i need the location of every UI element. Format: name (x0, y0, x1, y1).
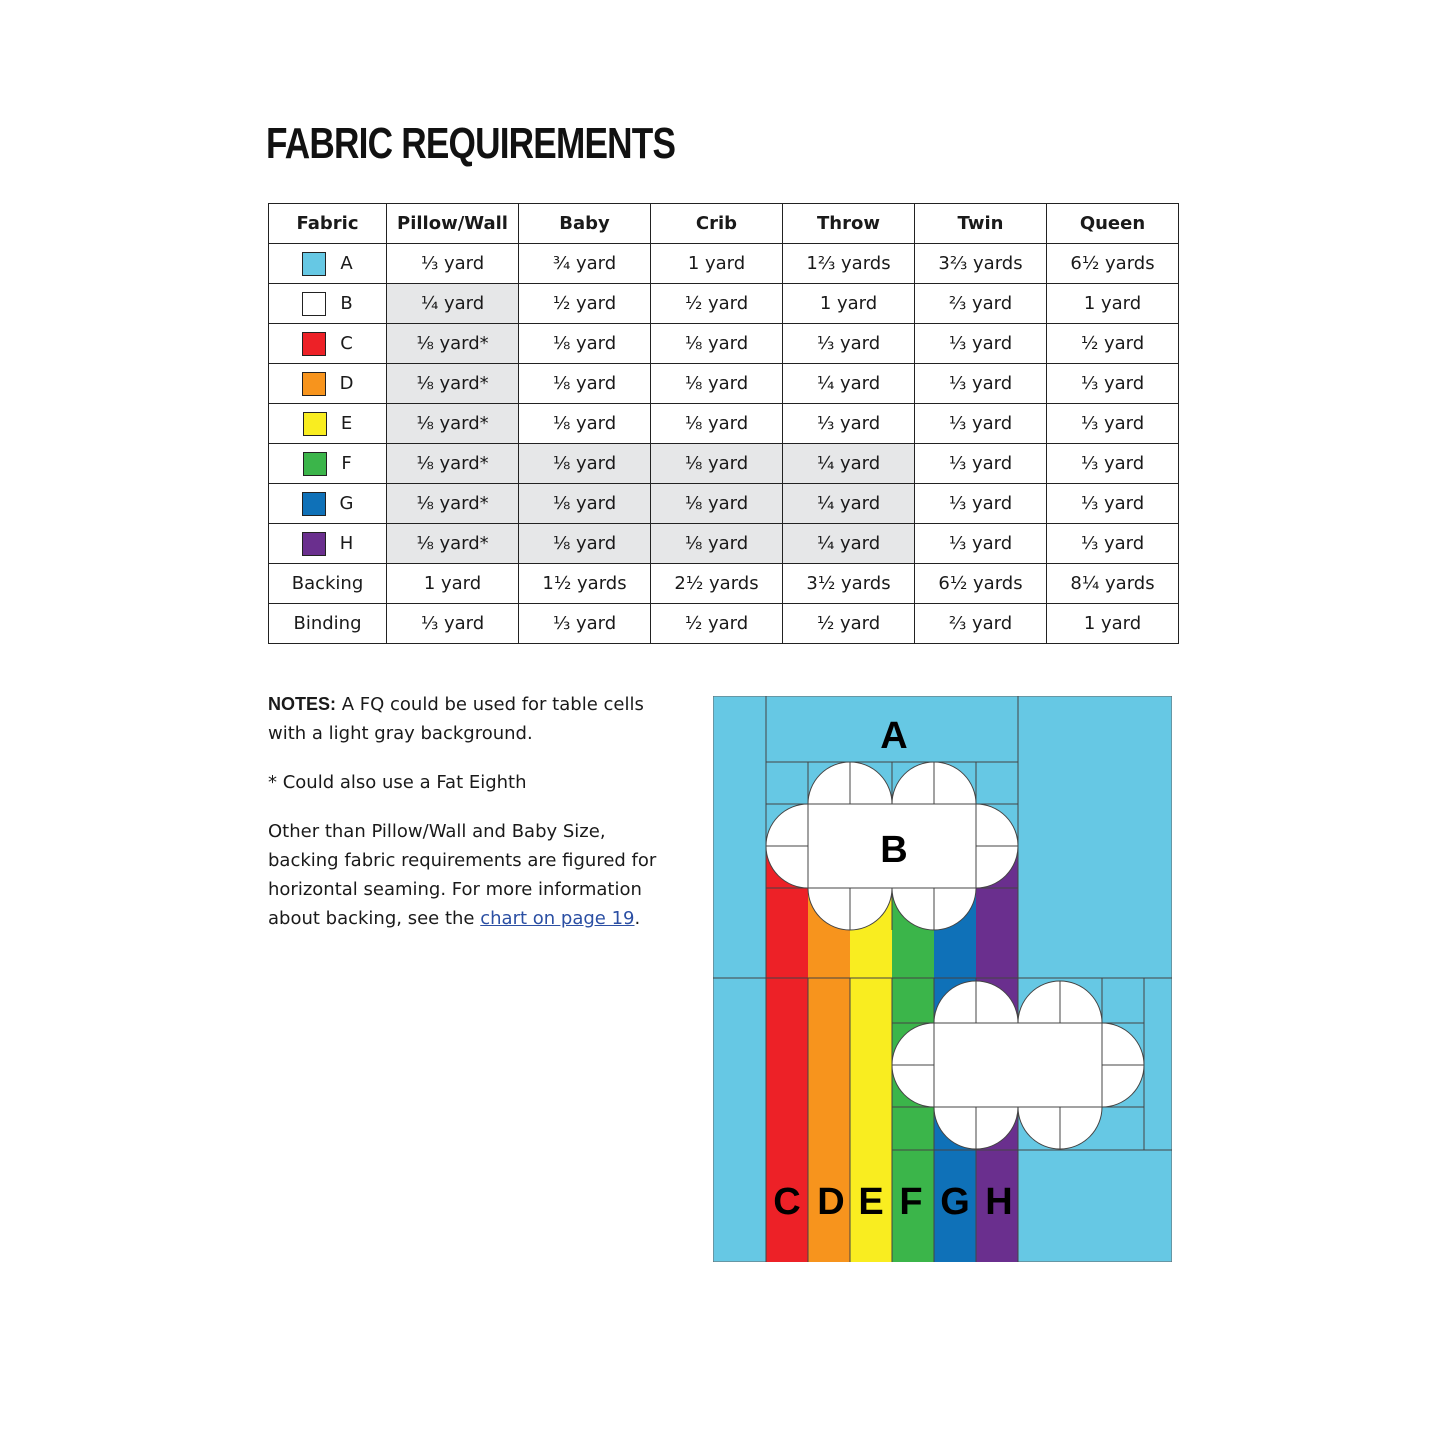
label-a: A (880, 715, 908, 757)
yardage-cell: ⅓ yard (915, 364, 1047, 404)
yardage-cell: ½ yard (1047, 324, 1179, 364)
label-e: E (858, 1181, 884, 1223)
yardage-cell: ⅓ yard (1047, 444, 1179, 484)
table-row (269, 404, 1179, 444)
fabric-swatch (302, 332, 326, 356)
column-header: Pillow/Wall (387, 204, 519, 244)
yardage-cell: ⅔ yard (915, 284, 1047, 324)
yardage-cell: ⅓ yard (1047, 524, 1179, 564)
yardage-cell: ⅛ yard (651, 364, 783, 404)
yardage-cell: ⅓ yard (783, 324, 915, 364)
column-header: Baby (519, 204, 651, 244)
yardage-cell: ⅛ yard (519, 484, 651, 524)
yardage-cell: ½ yard (651, 604, 783, 644)
table-row (269, 524, 1179, 564)
yardage-cell: 1½ yards (519, 564, 651, 604)
yardage-cell: 1 yard (1047, 284, 1179, 324)
notes-fat-eighth: * Could also use a Fat Eighth (268, 772, 527, 793)
fabric-cell (269, 444, 387, 484)
yardage-cell: ¼ yard (387, 284, 519, 324)
fabric-label: G (339, 493, 354, 514)
yardage-cell: ¼ yard (783, 484, 915, 524)
fabric-cell (269, 484, 387, 524)
yardage-cell: ⅓ yard (915, 324, 1047, 364)
yardage-cell: ⅛ yard (651, 404, 783, 444)
table-row (269, 244, 1179, 284)
yardage-cell: ⅛ yard (519, 324, 651, 364)
yardage-cell: ⅔ yard (915, 604, 1047, 644)
yardage-cell: 6½ yards (915, 564, 1047, 604)
column-header: Crib (651, 204, 783, 244)
label-f: F (899, 1181, 923, 1223)
table-header-row (269, 204, 1179, 244)
yardage-cell: ½ yard (651, 284, 783, 324)
yardage-cell: ⅓ yard (519, 604, 651, 644)
yardage-cell: ⅛ yard* (387, 484, 519, 524)
yardage-cell: 2½ yards (651, 564, 783, 604)
quilt-diagram (713, 696, 1172, 1262)
fabric-cell (269, 284, 387, 324)
table-body (269, 244, 1179, 644)
yardage-cell: ⅛ yard* (387, 364, 519, 404)
yardage-cell: ⅓ yard (387, 244, 519, 284)
yardage-cell: ⅛ yard (519, 404, 651, 444)
yardage-cell: ⅛ yard (651, 444, 783, 484)
table-row (269, 564, 1179, 604)
fabric-label: H (339, 533, 354, 554)
notes-backing-text: Other than Pillow/Wall and Baby Size, backing fabric requirements are figured for horizontal seaming. For more information about backing, see the (268, 821, 657, 929)
table-row (269, 484, 1179, 524)
notes-fq (268, 690, 668, 748)
yardage-cell: ⅛ yard (651, 484, 783, 524)
fabric-swatch (302, 492, 326, 516)
yardage-cell: 8¼ yards (1047, 564, 1179, 604)
label-c: C (773, 1181, 801, 1223)
yardage-cell: ⅛ yard (651, 524, 783, 564)
fabric-cell: Backing (269, 564, 387, 604)
fabric-label: D (339, 373, 354, 394)
notes-section (268, 690, 668, 953)
column-header: Twin (915, 204, 1047, 244)
yardage-cell: ⅛ yard (519, 444, 651, 484)
yardage-cell: ⅓ yard (915, 404, 1047, 444)
table-row (269, 364, 1179, 404)
yardage-cell: ⅛ yard* (387, 524, 519, 564)
fabric-swatch (303, 452, 327, 476)
yardage-cell: 6½ yards (1047, 244, 1179, 284)
yardage-cell: ⅓ yard (915, 524, 1047, 564)
label-b: B (880, 829, 908, 871)
yardage-cell: 1⅔ yards (783, 244, 915, 284)
notes-fq-text: A FQ could be used for table cells with a light gray background. (268, 694, 644, 744)
yardage-cell: ⅛ yard* (387, 404, 519, 444)
yardage-cell: ½ yard (519, 284, 651, 324)
yardage-cell: 1 yard (1047, 604, 1179, 644)
yardage-cell: ⅓ yard (1047, 484, 1179, 524)
fabric-label: C (340, 333, 353, 354)
yardage-cell: ⅓ yard (1047, 364, 1179, 404)
yardage-cell: ¾ yard (519, 244, 651, 284)
yardage-cell: ⅛ yard* (387, 324, 519, 364)
fabric-cell (269, 364, 387, 404)
label-h: H (985, 1181, 1013, 1223)
chart-page-link[interactable]: chart on page 19 (480, 908, 635, 929)
yardage-cell: 3½ yards (783, 564, 915, 604)
label-g: G (940, 1181, 970, 1223)
yardage-cell: ⅛ yard (519, 364, 651, 404)
fabric-cell (269, 244, 387, 284)
yardage-cell: ¼ yard (783, 524, 915, 564)
fabric-cell (269, 404, 387, 444)
page-title: FABRIC REQUIREMENTS (266, 119, 676, 168)
yardage-cell: ⅛ yard* (387, 444, 519, 484)
yardage-cell: 3⅔ yards (915, 244, 1047, 284)
fabric-label: F (341, 453, 352, 474)
fabric-swatch (302, 372, 326, 396)
yardage-cell: ¼ yard (783, 444, 915, 484)
yardage-cell: ⅓ yard (387, 604, 519, 644)
fabric-cell: Binding (269, 604, 387, 644)
yardage-cell: ⅛ yard (651, 324, 783, 364)
notes-backing (268, 817, 668, 933)
fabric-swatch (302, 252, 326, 276)
table-row (269, 324, 1179, 364)
fabric-cell (269, 524, 387, 564)
fabric-cell (269, 324, 387, 364)
yardage-cell: ⅓ yard (783, 404, 915, 444)
column-header: Fabric (269, 204, 387, 244)
table-row (269, 444, 1179, 484)
yardage-cell: 1 yard (387, 564, 519, 604)
fabric-label: B (340, 293, 353, 314)
notes-heading: NOTES: (268, 694, 337, 714)
yardage-cell: ⅓ yard (1047, 404, 1179, 444)
column-header: Queen (1047, 204, 1179, 244)
yardage-cell: ⅓ yard (915, 444, 1047, 484)
fabric-swatch (302, 532, 326, 556)
column-header: Throw (783, 204, 915, 244)
yardage-cell: 1 yard (651, 244, 783, 284)
yardage-cell: ⅛ yard (519, 524, 651, 564)
fabric-swatch (303, 412, 327, 436)
yardage-cell: ¼ yard (783, 364, 915, 404)
fabric-label: E (340, 413, 353, 434)
fabric-swatch (302, 292, 326, 316)
fabric-requirements-table (268, 203, 1179, 644)
table-row (269, 284, 1179, 324)
yardage-cell: ½ yard (783, 604, 915, 644)
notes-end: . (634, 908, 641, 929)
yardage-cell: 1 yard (783, 284, 915, 324)
table-row (269, 604, 1179, 644)
label-d: D (817, 1181, 845, 1223)
yardage-cell: ⅓ yard (915, 484, 1047, 524)
fabric-label: A (340, 253, 353, 274)
